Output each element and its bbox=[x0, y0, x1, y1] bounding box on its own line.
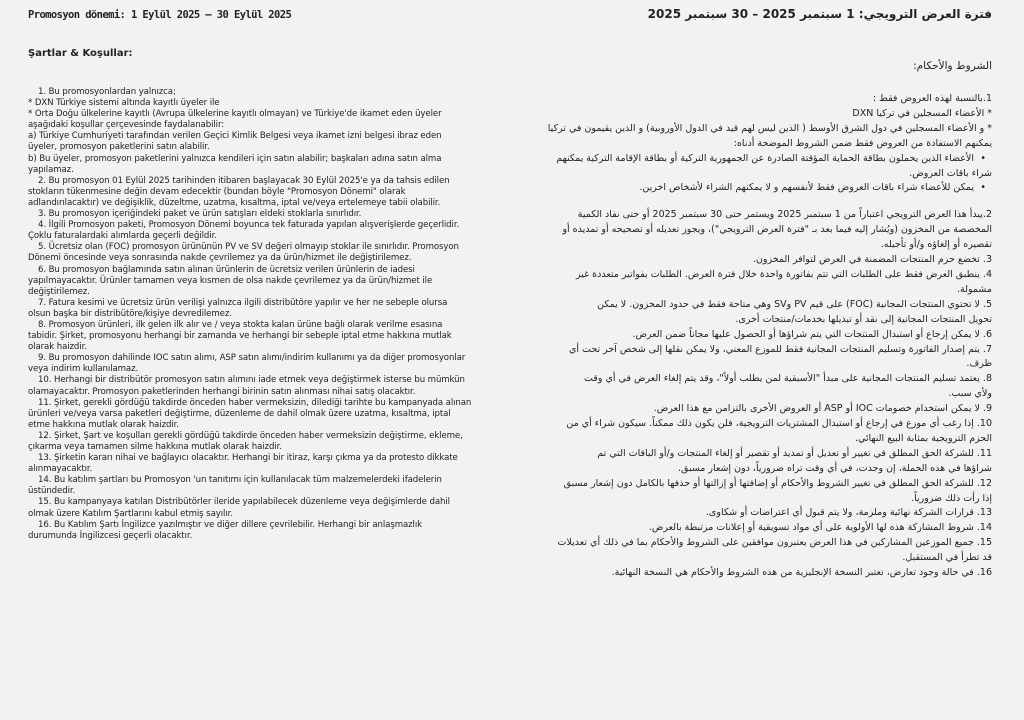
terms-line-ar: 2.يبدأ هذا العرض الترويجي اعتباراً من 1 سبتمبر 2025 ويستمر حتى 30 سبتمبر 2025 أو حتى نفاد الكمية bbox=[577, 209, 992, 221]
terms-body-tr bbox=[28, 87, 476, 542]
terms-line-ar: ظرف. bbox=[966, 358, 992, 370]
terms-line-tr: aşağıdaki koşullar çerçevesinde faydalanabilir: bbox=[28, 120, 225, 131]
terms-line-tr: alınmayacaktır. bbox=[28, 464, 93, 475]
terms-line-ar: 6. لا يمكن إرجاع أو استبدال المنتجات التي يتم شراؤها أو الحصول عليها مجاناً ضمن العرض. bbox=[632, 328, 992, 340]
terms-line-ar: شراؤها في هذه الحملة، إن وجدت، في أي وقت تراه ضرورياً، دون إشعار مسبق. bbox=[678, 462, 992, 474]
terms-line-tr: değiştirilemez. bbox=[28, 286, 90, 297]
terms-line-tr: Çoklu faturalardaki alımlarda geçerli değildir. bbox=[28, 231, 217, 242]
terms-line-ar: 3. تخضع حزم المنتجات المضمنة في العرض لتوافر المخزون. bbox=[752, 254, 992, 266]
terms-heading-tr: Şartlar & Koşullar: bbox=[28, 48, 133, 59]
terms-line-tr: 12. Şirket, Şart ve koşulları gerekli gördüğü takdirde önceden haber vermeksizin değiştirme, ekleme, bbox=[38, 430, 463, 441]
terms-line-tr: olmak üzere Katılım Şartlarını kabul etmiş sayılır. bbox=[28, 508, 233, 519]
terms-line-tr: 4. İlgili Promosyon paketi, Promosyon Dönemi boyunca tek faturada yapılan alışverişlerde geçerlidir. bbox=[38, 220, 460, 231]
terms-line-tr: adlandırılacaktır) ve değişiklik, düzeltme, uzatma, kısaltma, iptal ve/veya ertelemeye tabii olabilir. bbox=[28, 197, 441, 208]
promotion-period-title-tr: Promosyon dönemi: 1 Eylül 2025 – 30 Eylül 2025 bbox=[28, 9, 292, 21]
terms-line-tr: durumunda İngilizcesi geçerli olacaktır. bbox=[28, 530, 193, 541]
terms-line-tr: 3. Bu promosyon içeriğindeki paket ve ürün satışları eldeki stoklarla sınırlıdır. bbox=[38, 209, 362, 220]
terms-line-ar: 12. للشركة الحق المطلق في تغيير الشروط والأحكام أو إضافتها أو إزالتها أو حذفها بالكامل دون إشعار مسبق bbox=[563, 477, 992, 489]
terms-line-tr: yapılmayacaktır. Ürünler tamamen veya kısmen de olsa nakde çevrilemez ya da ürün/hizmet ile bbox=[28, 275, 433, 286]
terms-line-ar: مشمولة. bbox=[957, 283, 992, 295]
terms-line-tr: * DXN Türkiye sistemi altında kayıtlı üyeler ile bbox=[28, 98, 220, 109]
terms-line-tr: 8. Promosyon ürünleri, ilk gelen ilk alır ve / veya stokta kalan ürüne bağlı olarak verilme esasına bbox=[38, 319, 443, 330]
terms-line-ar: يمكنهم الاستفادة من العروض فقط ضمن الشروط الموضحة أدناه: bbox=[733, 137, 992, 149]
terms-line-tr: çıkarma veya tamamen silme hakkına mutlak olarak haizdir. bbox=[28, 442, 282, 452]
terms-line-ar: 15. جميع الموزعين المشاركين في هذا العرض يعتبرون موافقين على الشروط والأحكام بما في ذلك أي تعديلات bbox=[557, 537, 992, 549]
terms-line-tr: veya indirim kullanılamaz. bbox=[28, 364, 139, 375]
terms-line-ar: إذا رأت ذلك ضرورياً. bbox=[911, 492, 992, 504]
terms-line-tr: stokların tükenmesine değin devam edecektir (bundan böyle "Promosyon Dönemi" olarak bbox=[28, 186, 406, 197]
terms-line-tr: 7. Fatura kesimi ve ücretsiz ürün verilişi yalnızca ilgili distribütöre yapılır ve her ne sebeple olursa bbox=[38, 297, 448, 308]
terms-line-tr: Dönemi öncesinde veya sonrasında nakde çevrilemez ya da ürün/hizmet ile değiştirilemez. bbox=[28, 253, 412, 264]
terms-line-tr: 14. Bu katılım şartları bu Promosyon 'un tanıtımı için kullanılacak tüm malzemelerdeki ifadelerin bbox=[38, 475, 442, 486]
terms-line-tr: 16. Bu Katılım Şartı İngilizce yazılmıştır ve diğer dillere çevrilebilir. Herhangi bir anlaşmazlık bbox=[38, 519, 423, 530]
terms-line-ar: 9. لا يمكن استخدام خصومات IOC أو ASP أو العروض الأخرى بالتزامن مع هذا العرض. bbox=[653, 403, 992, 415]
terms-line-tr: yapılamaz. bbox=[28, 164, 74, 175]
terms-line-tr: olamayacaktır. Promosyon paketlerinden herhangi birinin satın alınması nihai satış olacaktır. bbox=[28, 386, 416, 397]
terms-line-tr: 5. Ücretsiz olan (FOC) promosyon ürününün PV ve SV değeri olmayıp stoklar ile sınırlıdır. Promosyon bbox=[38, 242, 459, 253]
terms-line-ar: 13. قرارات الشركة نهائية وملزمة، ولا يتم قبول أي اعتراضات أو شكاوى. bbox=[705, 507, 992, 519]
terms-line-tr: b) Bu üyeler, promosyon paketlerini yalnızca kendileri için satın alabilir; başkaları adına satın alma bbox=[28, 153, 442, 164]
terms-line-ar: 11. للشركة الحق المطلق في تغيير أو تعديل أو تمديد أو تقصير أو إلغاء المنتجات و/أو الباقات التي تم bbox=[597, 447, 992, 459]
terms-body-ar bbox=[530, 92, 992, 581]
terms-line-ar: 4. ينطبق العرض فقط على الطلبات التي تتم بفاتورة واحدة خلال فترة العرض. الطلبات بفواتير متعددة غير bbox=[576, 268, 992, 280]
terms-line-ar: قد تطرأ في المستقبل. bbox=[902, 552, 992, 564]
promotion-period-title-ar: فترة العرض الترويجي: 1 سبتمبر 2025 – 30 سبتمبر 2025 bbox=[647, 7, 992, 21]
terms-line-tr: ürünleri ve/veya varsa paketleri değiştirme, düzenleme de dahil olmak üzere uzatma, kısaltma, iptal bbox=[28, 408, 451, 419]
terms-line-tr: 1. Bu promosyonlardan yalnızca; bbox=[38, 87, 176, 97]
terms-line-tr: 6. Bu promosyon bağlamında satın alınan ürünlerin de ücretsiz verilen ürünlerin de iadesi bbox=[38, 264, 415, 275]
terms-line-ar: 14. شروط المشاركة هذه لها الأولوية على أي مواد تسويقية أو إعلانات مرتبطة بالعرض. bbox=[648, 522, 992, 534]
terms-line-tr: 11. Şirket, gerekli gördüğü takdirde önceden haber vermeksizin, dilediği tarihte bu kampanyada alınan bbox=[38, 397, 472, 408]
terms-line-ar: 1.بالنسبة لهذه العروض فقط : bbox=[872, 93, 992, 104]
terms-line-ar: 5. لا تحتوي المنتجات المجانية (FOC) على قيم PV وSV وهي متاحة فقط في حدود المخزون. لا يمكن bbox=[597, 298, 992, 310]
terms-line-tr: üyeler, promosyon paketlerini satın alabilir. bbox=[28, 142, 210, 153]
terms-line-ar: 10. إذا رغب أي موزع في إرجاع أو استبدال المشتريات الترويجية، فلن يكون ذلك ممكناً. سيكون شراء أي من bbox=[566, 418, 992, 430]
terms-line-tr: 2. Bu promosyon 01 Eylül 2025 tarihinden itibaren başlayacak 30 Eylül 2025'e ya da tahsis edilen bbox=[38, 175, 450, 186]
terms-line-ar: شراء باقات العروض. bbox=[909, 167, 992, 179]
terms-line-ar: • يمكن للأعضاء شراء باقات العروض فقط لأنفسهم و لا يمكنهم الشراء لأشخاص اخرين. bbox=[530, 181, 992, 196]
terms-spacer-ar bbox=[530, 196, 992, 208]
terms-line-ar: * و الأعضاء المسجلين في دول الشرق الأوسط ( الذين ليس لهم قيد في الدول الأوروبية) و الذين يقيمون في تركيا bbox=[547, 122, 992, 134]
terms-line-tr: a) Türkiye Cumhuriyeti tarafından verilen Geçici Kimlik Belgesi veya ikamet izni belgesi ibraz eden bbox=[28, 131, 442, 142]
terms-line-tr: üstündedir. bbox=[28, 486, 76, 497]
terms-line-tr: tabidir. Şirket, promosyonu herhangi bir zamanda ve herhangi bir sebeple iptal etme hakkına mutlak bbox=[28, 331, 452, 342]
terms-line-ar: 7. يتم إصدار الفاتورة وتسليم المنتجات المجانية فقط للموزع المعني، ولا يمكن نقلها إلى شخص آخر تحت أي bbox=[568, 343, 992, 355]
terms-line-ar: 16. في حالة وجود تعارض، تعتبر النسخة الإنجليزية من هذه الشروط والأحكام هي النسخة النهائية. bbox=[611, 567, 992, 579]
terms-line-ar: تحويل المنتجات المجانية إلى نقد أو تبديلها بخدمات/منتجات أخرى. bbox=[735, 313, 992, 325]
terms-line-tr: 10. Herhangi bir distribütör promosyon satın alımını iade etmek veya değiştirmek isterse bu mümkün bbox=[38, 375, 465, 386]
terms-line-tr: olarak haizdir. bbox=[28, 342, 87, 353]
terms-line-ar: الحزم الترويجية بمثابة البيع النهائي. bbox=[854, 432, 992, 444]
terms-line-ar: تقصيره أو إلغاؤه و/أو تأجيله. bbox=[880, 239, 992, 251]
terms-line-tr: olsun başka bir distribütöre/kişiye devredilemez. bbox=[28, 308, 232, 319]
terms-line-tr: 13. Şirketin kararı nihai ve bağlayıcı olacaktır. Herhangi bir itiraz, karşı çıkma ya da protesto dikkate bbox=[38, 453, 458, 464]
terms-line-ar: المخصصة من المخزون (ويُشار إليه فيما بعد بـ "فترة العرض الترويجي")، ويجوز تعديله أو تصحيحه أو تمديده أو bbox=[562, 224, 992, 236]
terms-line-ar: * الأعضاء المسجلين في تركيا DXN bbox=[852, 107, 992, 119]
terms-line-tr: * Orta Doğu ülkelerine kayıtlı (Avrupa ülkelerine kayıtlı olmayan) ve Türkiye'de ikamet eden üyeler bbox=[28, 109, 442, 120]
terms-line-ar: • الأعضاء الذين يحملون بطاقة الحماية المؤقتة الصادرة عن الجمهورية التركية أو بطاقة الإقامة التركية يمكنهم bbox=[530, 152, 992, 167]
terms-line-tr: 15. Bu kampanyaya katılan Distribütörler ileride yapılabilecek düzenleme veya değişimlerde dahil bbox=[38, 497, 450, 508]
terms-heading-ar: الشروط والأحكام: bbox=[913, 60, 992, 72]
terms-line-tr: 9. Bu promosyon dahilinde IOC satın alımı, ASP satın alımı/indirim kullanımı ya da diğer promosyonlar bbox=[38, 353, 466, 364]
terms-line-ar: 8. يعتمد تسليم المنتجات المجانية على مبدأ "الأسبقية لمن يطلب أولاً"، وقد يتم إلغاء العرض في أي وقت bbox=[583, 373, 992, 385]
terms-line-ar: ولأي سبب. bbox=[948, 388, 992, 400]
terms-line-tr: etme hakkına mutlak olarak haizdir. bbox=[28, 419, 179, 430]
